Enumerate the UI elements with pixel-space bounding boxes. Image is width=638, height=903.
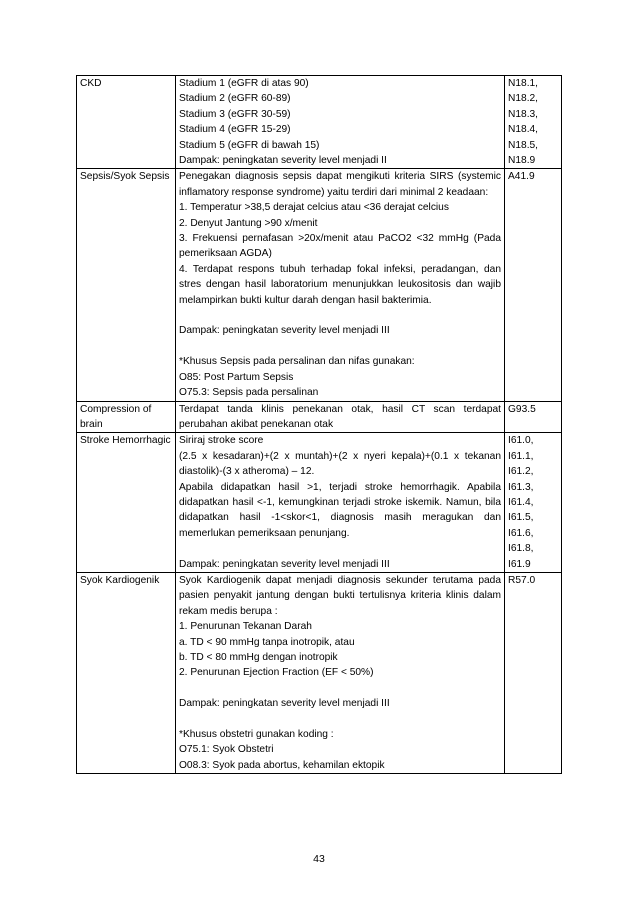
criteria-line: 2. Penurunan Ejection Fraction (EF < 50%) xyxy=(179,667,374,679)
icd-code: I61.9 xyxy=(508,558,531,570)
diagnosis-name: Sepsis/Syok Sepsis xyxy=(77,169,176,401)
icd-code: R57.0 xyxy=(508,574,536,586)
criteria-paragraph: 3. Frekuensi pernafasan >20x/menit atau PaCO2 <32 mmHg (Pada pemeriksaan AGDA) xyxy=(179,233,501,260)
icd-codes xyxy=(505,433,562,573)
criteria-paragraph: Terdapat tanda klinis penekanan otak, hasil CT scan terdapat perubahan akibat penekanan otak xyxy=(179,403,501,430)
criteria-paragraph: Penegakan diagnosis sepsis dapat mengikuti kriteria SIRS (systemic inflamatory response syndrome) yaitu terdiri dari minimal 2 keadaan: xyxy=(179,171,501,198)
icd-code: I61.2, xyxy=(508,466,534,478)
criteria-paragraph: 4. Terdapat respons tubuh terhadap fokal infeksi, peradangan, dan stres dengan hasil laboratorium menunjukkan leukositosis dan wajib melampirkan bukti kultur darah dengan hasil bakterimia. xyxy=(179,263,501,306)
criteria-line: 2. Denyut Jantung >90 x/menit xyxy=(179,217,318,229)
impact-line: Dampak: peningkatan severity level menjadi III xyxy=(179,558,390,570)
icd-code: I61.4, xyxy=(508,496,534,508)
impact-line: Dampak: peningkatan severity level menjadi III xyxy=(179,698,390,710)
criteria-line: 1. Temperatur >38,5 derajat celcius atau <36 derajat celcius xyxy=(179,202,449,214)
diagnosis-name: Compression of brain xyxy=(77,401,176,433)
criteria-line: a. TD < 90 mmHg tanpa inotropik, atau xyxy=(179,636,355,648)
icd-code: I61.5, xyxy=(508,512,534,524)
diagnosis-criteria xyxy=(176,572,505,773)
criteria-line: Stadium 4 (eGFR 15-29) xyxy=(179,124,291,136)
criteria-line: Dampak: peningkatan severity level menjadi II xyxy=(179,155,387,167)
icd-codes xyxy=(505,76,562,169)
criteria-line: O75.3: Sepsis pada persalinan xyxy=(179,387,319,399)
icd-code: N18.4, xyxy=(508,124,539,136)
criteria-table xyxy=(76,75,562,774)
criteria-line: Stadium 5 (eGFR di bawah 15) xyxy=(179,139,320,151)
criteria-line: 1. Penurunan Tekanan Darah xyxy=(179,621,312,633)
diagnosis-criteria xyxy=(176,401,505,433)
icd-code: A41.9 xyxy=(508,171,535,183)
diagnosis-name: Syok Kardiogenik xyxy=(77,572,176,773)
icd-code: I61.8, xyxy=(508,543,534,555)
criteria-line: Stadium 3 (eGFR 30-59) xyxy=(179,108,291,120)
diagnosis-name: CKD xyxy=(77,76,176,169)
icd-code: I61.6, xyxy=(508,527,534,539)
icd-codes xyxy=(505,169,562,401)
diagnosis-criteria xyxy=(176,433,505,573)
icd-code: N18.2, xyxy=(508,93,539,105)
criteria-line: Siriraj stroke score xyxy=(179,435,264,447)
table-row xyxy=(77,572,562,773)
icd-code: I61.0, xyxy=(508,435,534,447)
diagnosis-criteria xyxy=(176,169,505,401)
diagnosis-name: Stroke Hemorrhagic xyxy=(77,433,176,573)
page-number: 43 xyxy=(313,853,325,865)
icd-codes xyxy=(505,572,562,773)
icd-code: G93.5 xyxy=(508,403,536,415)
table-row xyxy=(77,76,562,169)
impact-line: Dampak: peningkatan severity level menjadi III xyxy=(179,325,390,337)
icd-code: N18.3, xyxy=(508,108,539,120)
table-row xyxy=(77,169,562,401)
criteria-line: *Khusus obstetri gunakan koding : xyxy=(179,729,334,740)
criteria-line: O75.1: Syok Obstetri xyxy=(179,744,274,756)
icd-code: I61.3, xyxy=(508,481,534,493)
criteria-line: b. TD < 80 mmHg dengan inotropik xyxy=(179,652,338,663)
icd-code: N18.1, xyxy=(508,78,539,89)
icd-code: N18.5, xyxy=(508,139,539,151)
criteria-line: Stadium 2 (eGFR 60-89) xyxy=(179,93,291,105)
criteria-paragraph: (2.5 x kesadaran)+(2 x muntah)+(2 x nyeri kepala)+(0.1 x tekanan diastolik)-(3 x atheroma) – 12. xyxy=(179,450,501,478)
criteria-line: Stadium 1 (eGFR di atas 90) xyxy=(179,78,309,89)
icd-code: N18.9 xyxy=(508,155,536,167)
icd-code: I61.1, xyxy=(508,450,534,462)
icd-codes xyxy=(505,401,562,433)
criteria-line: O85: Post Partum Sepsis xyxy=(179,371,294,383)
criteria-paragraph: Syok Kardiogenik dapat menjadi diagnosis sekunder terutama pada pasien penyakit jantung dengan bukti tertulisnya kriteria klinis dalam rekam medis berupa : xyxy=(179,574,501,617)
criteria-paragraph: Apabila didapatkan hasil >1, terjadi stroke hemorrhagik. Apabila didapatkan hasil <-1, kemungkinan terjadi stroke iskemik. Namun, bila didapatkan hasil -1<skor<1, diagnosis masih meragukan dan memerlukan pemeriksaan penunjang. xyxy=(179,481,501,539)
table-row xyxy=(77,401,562,433)
criteria-line: *Khusus Sepsis pada persalinan dan nifas gunakan: xyxy=(179,356,415,368)
criteria-line: O08.3: Syok pada abortus, kehamilan ektopik xyxy=(179,759,385,771)
diagnosis-criteria xyxy=(176,76,505,169)
table-row xyxy=(77,433,562,573)
